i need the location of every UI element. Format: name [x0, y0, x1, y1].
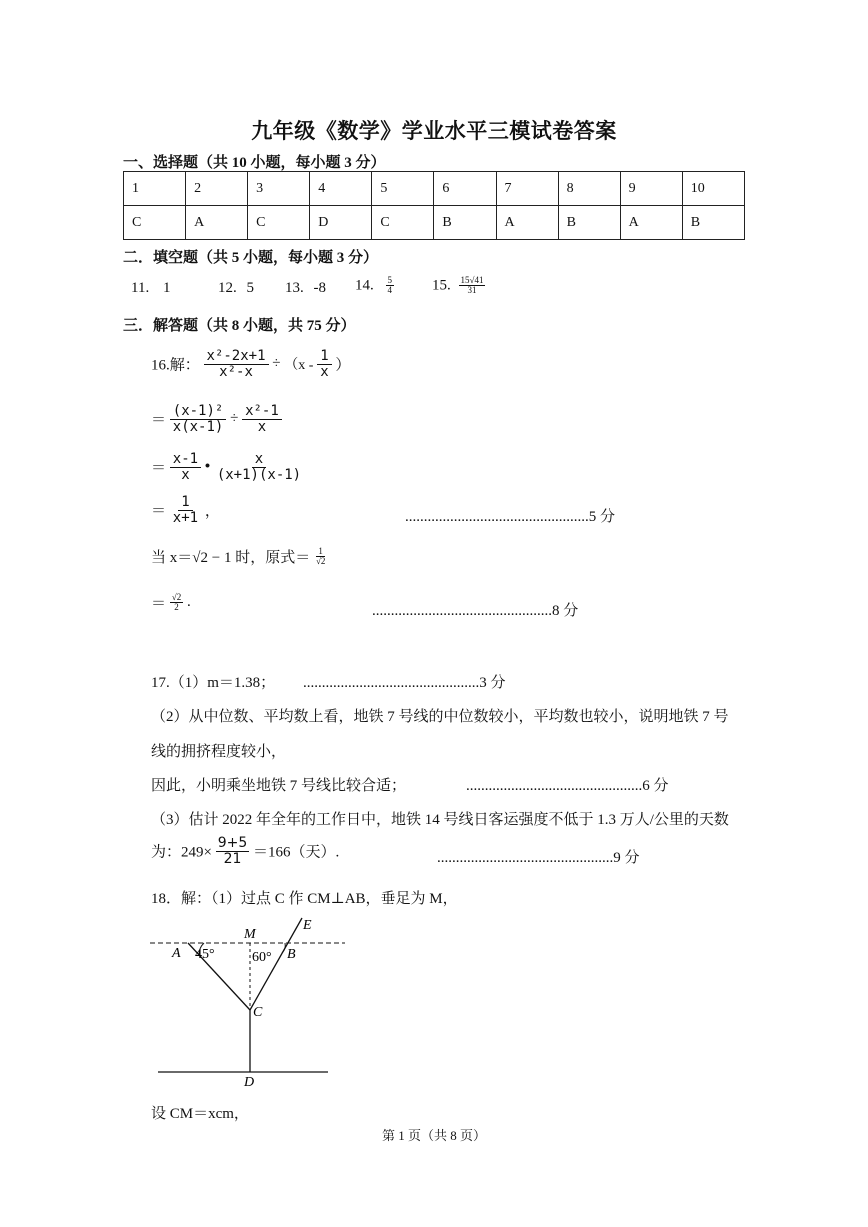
answer-table-number-row	[124, 172, 745, 206]
equals: ＝	[151, 503, 167, 520]
q16-score-5: .................................................5 分	[405, 509, 616, 525]
fraction-numerator: 1	[318, 545, 323, 556]
fraction	[170, 404, 227, 434]
q16-line-5	[151, 546, 327, 567]
q16-score-8: ................................................8 分	[372, 603, 579, 619]
fraction-denominator: (x+1)(x-1)	[216, 466, 302, 483]
section-heading-solve: 三．解答题（共 8 小题，共 75 分）	[123, 318, 356, 334]
table-cell: 9	[620, 172, 682, 206]
fraction-denominator: x+1	[172, 509, 199, 526]
q16-line-1	[151, 349, 350, 379]
q18-line-1: 18．解：（1）过点 C 作 CM⊥AB，垂足为 M，	[151, 891, 458, 907]
punctuation: ，	[204, 503, 220, 520]
fraction-numerator: (x-1)²	[170, 404, 227, 420]
q16-line-2	[151, 404, 282, 434]
item-number: 12.	[218, 280, 237, 296]
answer-table	[123, 171, 745, 240]
equals: ＝	[151, 412, 167, 429]
paren-text: ）	[335, 357, 351, 374]
table-cell: D	[310, 206, 372, 240]
fill-item-12	[218, 280, 254, 297]
table-cell: C	[248, 206, 310, 240]
fraction-numerator: 5	[387, 275, 392, 285]
q17-line-5: （3）估计 2022 年全年的工作日中，地铁 14 号线日客运强度不低于 1.3 万人/公里的天数	[151, 812, 729, 828]
page-footer: 第 1 页（共 8 页）	[381, 1128, 486, 1143]
q16-line-3	[151, 452, 304, 482]
fraction	[242, 404, 282, 434]
table-cell: 2	[186, 172, 248, 206]
fraction-denominator: x²-x	[219, 363, 253, 380]
fill-item-15	[432, 276, 485, 296]
equals: ＝	[151, 596, 167, 612]
table-cell: 3	[248, 172, 310, 206]
fraction-numerator: x²-2x+1	[204, 349, 269, 365]
fraction	[170, 495, 201, 525]
item-number: 11.	[131, 280, 150, 296]
q16-line-4	[151, 495, 220, 525]
table-cell: A	[496, 206, 558, 240]
fraction-denominator: x	[257, 418, 267, 435]
table-cell: 4	[310, 172, 372, 206]
angle-label-b: 60°	[252, 950, 272, 965]
q17-line-3: 线的拥挤程度较小，	[151, 744, 287, 760]
fraction-numerator: x	[252, 452, 266, 468]
fraction-numerator: 9+5	[217, 835, 248, 851]
q17-calc-text: 为：249×	[151, 844, 212, 861]
label-a: A	[172, 946, 181, 961]
paren-text: （x -	[284, 358, 314, 374]
table-cell: 10	[682, 172, 744, 206]
table-cell: B	[682, 206, 744, 240]
q17-score-9: ...............................................9 分	[437, 850, 640, 866]
q16-substitution-text: 当 x＝√2 − 1 时，原式＝	[151, 550, 311, 566]
section-heading-fill: 二．填空题（共 5 小题，每小题 3 分）	[123, 250, 379, 266]
fraction	[314, 547, 327, 567]
label-e: E	[303, 918, 312, 933]
table-cell: 7	[496, 172, 558, 206]
q17-line-2: （2）从中位数、平均数上看，地铁 7 号线的中位数较小，平均数也较小，说明地铁 7 号	[151, 709, 729, 725]
q16-label: 16.解：	[151, 357, 200, 374]
q18-line-2: 设 CM＝xcm，	[151, 1106, 249, 1122]
equals: ＝	[151, 460, 167, 477]
q17-line-4: 因此，小明乘坐地铁 7 号线比较合适；	[151, 778, 407, 794]
angle-label-a: 45°	[195, 947, 215, 962]
q17-line-1: 17.（1）m＝1.38；	[151, 675, 276, 691]
label-b: B	[287, 947, 296, 962]
fraction	[170, 593, 183, 613]
table-cell: C	[124, 206, 186, 240]
fraction-denominator: x(x-1)	[172, 418, 224, 435]
operator: ÷	[230, 410, 239, 427]
fraction-denominator: √2	[315, 556, 326, 566]
item-answer: -8	[313, 280, 326, 296]
fill-item-11	[131, 280, 170, 297]
fraction	[214, 452, 304, 482]
table-cell: A	[186, 206, 248, 240]
fraction-numerator: x²-1	[242, 404, 282, 420]
table-cell: B	[558, 206, 620, 240]
table-cell: 5	[372, 172, 434, 206]
fraction-numerator: 1	[317, 349, 331, 365]
operator: ÷	[272, 355, 281, 372]
fraction-denominator: x	[181, 466, 190, 483]
fraction-numerator: 15√41	[460, 275, 484, 285]
item-answer: 1	[162, 280, 171, 296]
q18-diagram	[140, 910, 360, 1090]
punctuation: .	[186, 594, 191, 610]
table-cell: B	[434, 206, 496, 240]
q17-calc-result: ＝166（天）.	[253, 844, 340, 861]
fill-item-14	[355, 276, 394, 296]
table-cell: 1	[124, 172, 186, 206]
section-heading-choice: 一、选择题（共 10 小题，每小题 3 分）	[123, 155, 386, 171]
q17-line-6	[151, 836, 339, 866]
item-number: 15.	[432, 277, 451, 294]
operator: •	[204, 458, 211, 475]
fraction	[386, 276, 395, 296]
fraction-numerator: x-1	[170, 452, 201, 468]
q17-score-3: ...............................................3 分	[303, 675, 506, 691]
item-number: 13.	[285, 280, 304, 296]
item-number: 14.	[355, 277, 374, 294]
fraction-numerator: 1	[178, 495, 192, 511]
q17-score-6: ...............................................6 分	[466, 778, 669, 794]
fraction	[216, 836, 250, 866]
fraction-denominator: 21	[223, 850, 242, 867]
fraction-numerator: √2	[171, 591, 182, 602]
fraction	[317, 349, 331, 379]
fill-item-13	[285, 280, 326, 297]
fraction-denominator: 31	[467, 285, 477, 296]
label-m: M	[244, 927, 256, 942]
fraction-denominator: x	[320, 363, 329, 380]
fraction	[459, 276, 486, 296]
item-answer: 5	[246, 280, 254, 296]
label-c: C	[253, 1005, 263, 1020]
table-cell: C	[372, 206, 434, 240]
fraction-denominator: 4	[387, 285, 392, 296]
answer-table-answer-row	[124, 206, 745, 240]
table-cell: A	[620, 206, 682, 240]
table-cell: 6	[434, 172, 496, 206]
table-cell: 8	[558, 172, 620, 206]
label-d: D	[244, 1075, 255, 1090]
fraction-denominator: 2	[174, 602, 179, 612]
fraction	[204, 349, 269, 379]
fraction	[170, 452, 201, 482]
q16-line-6	[151, 592, 191, 613]
page-title: 九年级《数学》学业水平三模试卷答案	[251, 119, 617, 143]
